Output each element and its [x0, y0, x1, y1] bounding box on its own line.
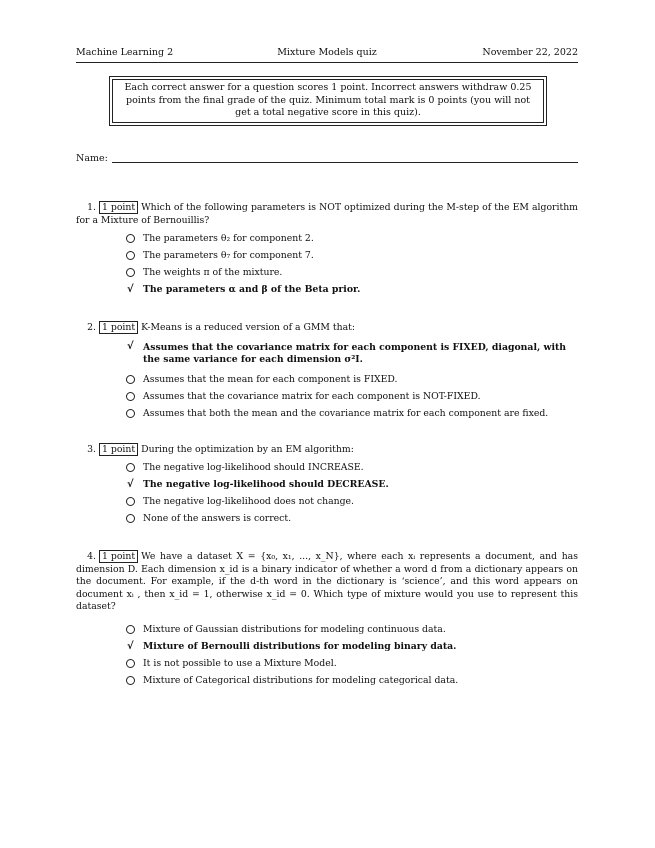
question-2	[76, 321, 578, 422]
answer-option[interactable]	[126, 672, 578, 689]
radio-icon[interactable]	[126, 514, 135, 523]
answer-options	[76, 621, 578, 689]
header-date: November 22, 2022	[482, 47, 578, 58]
answer-options	[76, 230, 578, 298]
answer-option[interactable]	[126, 371, 578, 388]
answer-option[interactable]	[126, 459, 578, 476]
option-label: The negative log-likelihood does not change.	[143, 495, 355, 507]
option-label: The weights π of the mixture.	[143, 267, 283, 278]
answer-option[interactable]	[126, 405, 578, 422]
points-badge: 1 point	[99, 550, 138, 563]
points-badge: 1 point	[99, 321, 138, 334]
option-label: It is not possible to use a Mixture Model.	[143, 657, 337, 669]
checkmark-icon: √	[127, 640, 134, 652]
question-prompt: We have a dataset X = {x₀, x₁, ..., x_N}, where each xᵢ represents a document, and has dimension D. Each dimension x_id is a binary indicator of whether a word d from a dictionary appears on the document. For example, if the d-th word in the dictionary is ‘science’, and this word appears on document xᵢ , then x_id = 1, otherwise x_id = 0. Which type of mixture would you use to represent this dataset?	[76, 551, 578, 612]
question-text	[76, 321, 578, 335]
radio-icon[interactable]	[126, 375, 135, 384]
option-label: The parameters α and β of the Beta prior.	[143, 284, 361, 295]
option-label: The parameters θ₇ for component 7.	[143, 250, 314, 261]
answer-option[interactable]	[126, 655, 578, 672]
radio-icon[interactable]	[126, 659, 135, 668]
header-title: Mixture Models quiz	[277, 47, 377, 58]
answer-option-correct[interactable]	[126, 340, 578, 371]
radio-icon[interactable]	[126, 251, 135, 260]
radio-icon[interactable]	[126, 497, 135, 506]
name-label: Name:	[76, 153, 108, 164]
checkmark-icon: √	[127, 284, 134, 295]
points-badge: 1 point	[99, 201, 138, 214]
question-1	[76, 201, 578, 298]
option-label: Mixture of Categorical distributions for modeling categorical data.	[143, 674, 459, 686]
question-4	[76, 550, 578, 689]
question-number: 2.	[87, 322, 96, 333]
answer-option[interactable]	[126, 493, 578, 510]
question-prompt: During the optimization by an EM algorithm:	[141, 444, 354, 455]
question-prompt: K-Means is a reduced version of a GMM that:	[141, 322, 356, 333]
question-prompt: Which of the following parameters is NOT optimized during the M-step of the EM algorithm for a Mixture of Bernouillis?	[76, 202, 578, 226]
option-label: Assumes that the mean for each component is FIXED.	[143, 373, 398, 385]
radio-icon[interactable]	[126, 392, 135, 401]
radio-icon[interactable]	[126, 625, 135, 634]
question-number: 1.	[87, 202, 96, 213]
option-label: Assumes that the covariance matrix for each component is FIXED, diagonal, with the same variance for each dimension σ²I.	[143, 341, 567, 365]
radio-icon[interactable]	[126, 234, 135, 243]
name-row	[76, 153, 578, 164]
option-label: None of the answers is correct.	[143, 512, 292, 524]
question-number: 3.	[87, 444, 96, 455]
scoring-notice: Each correct answer for a question scores 1 point. Incorrect answers withdraw 0.25 points from the final grade of the quiz. Minimum total mark is 0 points (you will not get a total negative score in this quiz).	[112, 79, 544, 123]
page-header	[76, 47, 578, 61]
radio-icon[interactable]	[126, 268, 135, 277]
answer-options	[76, 459, 578, 527]
option-label: Mixture of Bernoulli distributions for modeling binary data.	[143, 640, 457, 652]
question-text	[76, 443, 578, 457]
radio-icon[interactable]	[126, 463, 135, 472]
question-3	[76, 443, 578, 527]
question-number: 4.	[87, 551, 96, 562]
answer-option-correct[interactable]	[126, 476, 578, 493]
option-label: Assumes that both the mean and the covariance matrix for each component are fixed.	[143, 407, 549, 419]
answer-option[interactable]	[126, 388, 578, 405]
name-field[interactable]	[112, 162, 578, 163]
answer-option[interactable]	[126, 247, 578, 264]
option-label: The negative log-likelihood should DECREASE.	[143, 478, 389, 490]
answer-option[interactable]	[126, 264, 578, 281]
radio-icon[interactable]	[126, 676, 135, 685]
option-label: The negative log-likelihood should INCREASE.	[143, 461, 364, 473]
radio-icon[interactable]	[126, 409, 135, 418]
answer-option-correct[interactable]	[126, 281, 578, 298]
option-label: Mixture of Gaussian distributions for modeling continuous data.	[143, 623, 446, 635]
header-rule	[76, 62, 578, 63]
answer-option[interactable]	[126, 510, 578, 527]
answer-option[interactable]	[126, 230, 578, 247]
checkmark-icon: √	[127, 340, 134, 352]
answer-option[interactable]	[126, 621, 578, 638]
header-course: Machine Learning 2	[76, 47, 174, 58]
answer-option-correct[interactable]	[126, 638, 578, 655]
scoring-notice-box	[109, 76, 547, 126]
question-text	[76, 550, 578, 614]
answer-options	[76, 340, 578, 422]
option-label: Assumes that the covariance matrix for each component is NOT-FIXED.	[143, 390, 481, 402]
question-text	[76, 201, 578, 227]
option-label: The parameters θ₂ for component 2.	[143, 233, 314, 244]
checkmark-icon: √	[127, 478, 134, 490]
points-badge: 1 point	[99, 443, 138, 456]
